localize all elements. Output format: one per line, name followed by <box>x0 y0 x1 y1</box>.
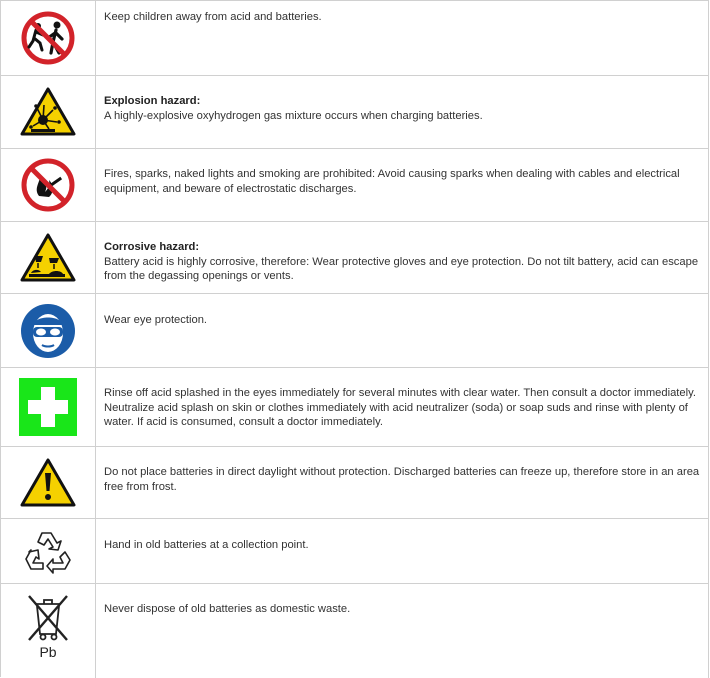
instruction-text: Keep children away from acid and batteries. <box>104 11 322 23</box>
pb-label: Pb <box>39 644 57 660</box>
icon-cell <box>1 519 96 583</box>
instruction-text-cell <box>96 584 708 678</box>
table-row <box>1 519 709 584</box>
instruction-text: Wear eye protection. <box>104 314 208 326</box>
instruction-text-cell <box>96 1 708 75</box>
table-row <box>1 222 709 294</box>
icon-cell <box>1 447 96 518</box>
table-row <box>1 447 709 519</box>
crossed-bin-pb-icon <box>23 590 73 662</box>
instruction-title: Explosion hazard: <box>104 95 201 107</box>
explosion-warning-icon <box>19 86 77 138</box>
eye-protection-icon <box>20 303 76 359</box>
table-row <box>1 294 709 368</box>
table-row <box>1 76 709 149</box>
instruction-text-cell <box>96 222 708 293</box>
no-fire-icon <box>21 158 75 212</box>
instruction-title: Corrosive hazard: <box>104 241 200 253</box>
table-row <box>1 584 709 678</box>
instruction-text: Do not place batteries in direct daylight without protection. Discharged batteries can freeze up, therefore store in an area free from frost. <box>104 466 700 493</box>
instruction-text: Fires, sparks, naked lights and smoking are prohibited: Avoid causing sparks when dealing with cables and electrical equipment, and beware of electrostatic discharges. <box>104 168 680 195</box>
instruction-text-cell <box>96 149 708 221</box>
instruction-text-cell <box>96 447 708 518</box>
icon-cell <box>1 294 96 367</box>
icon-cell <box>1 222 96 293</box>
instruction-text: A highly-explosive oxyhydrogen gas mixture occurs when charging batteries. <box>104 109 483 122</box>
icon-cell <box>1 368 96 446</box>
instruction-text-cell <box>96 294 708 367</box>
recycling-icon <box>23 528 73 574</box>
instruction-text: Battery acid is highly corrosive, therefore: Wear protective gloves and eye protection. Do not tilt battery, acid can escape from the degassing openings or vents. <box>104 255 699 283</box>
instruction-text: Rinse off acid splashed in the eyes immediately for several minutes with clear water. Then consult a doctor immediately. Neutralize acid splash on skin or clothes immediately with acid neutralizer (soda) or soap suds and rinse with plenty of water. If acid is consumed, consult a doctor immediately. <box>104 387 696 429</box>
table-row <box>1 1 709 76</box>
icon-cell <box>1 1 96 75</box>
table-row <box>1 368 709 447</box>
first-aid-icon <box>19 378 77 436</box>
corrosive-warning-icon <box>19 232 77 284</box>
instruction-text: Hand in old batteries at a collection point. <box>104 539 309 551</box>
instruction-text-cell <box>96 76 708 148</box>
instruction-text-cell <box>96 519 708 583</box>
icon-cell <box>1 149 96 221</box>
instruction-text: Never dispose of old batteries as domestic waste. <box>104 603 351 615</box>
instruction-text-cell <box>96 368 708 446</box>
icon-cell <box>1 76 96 148</box>
icon-cell <box>1 584 96 678</box>
no-children-icon <box>21 11 75 65</box>
crossed-bin-icon <box>23 590 73 646</box>
general-warning-icon <box>19 457 77 509</box>
table-row <box>1 149 709 222</box>
